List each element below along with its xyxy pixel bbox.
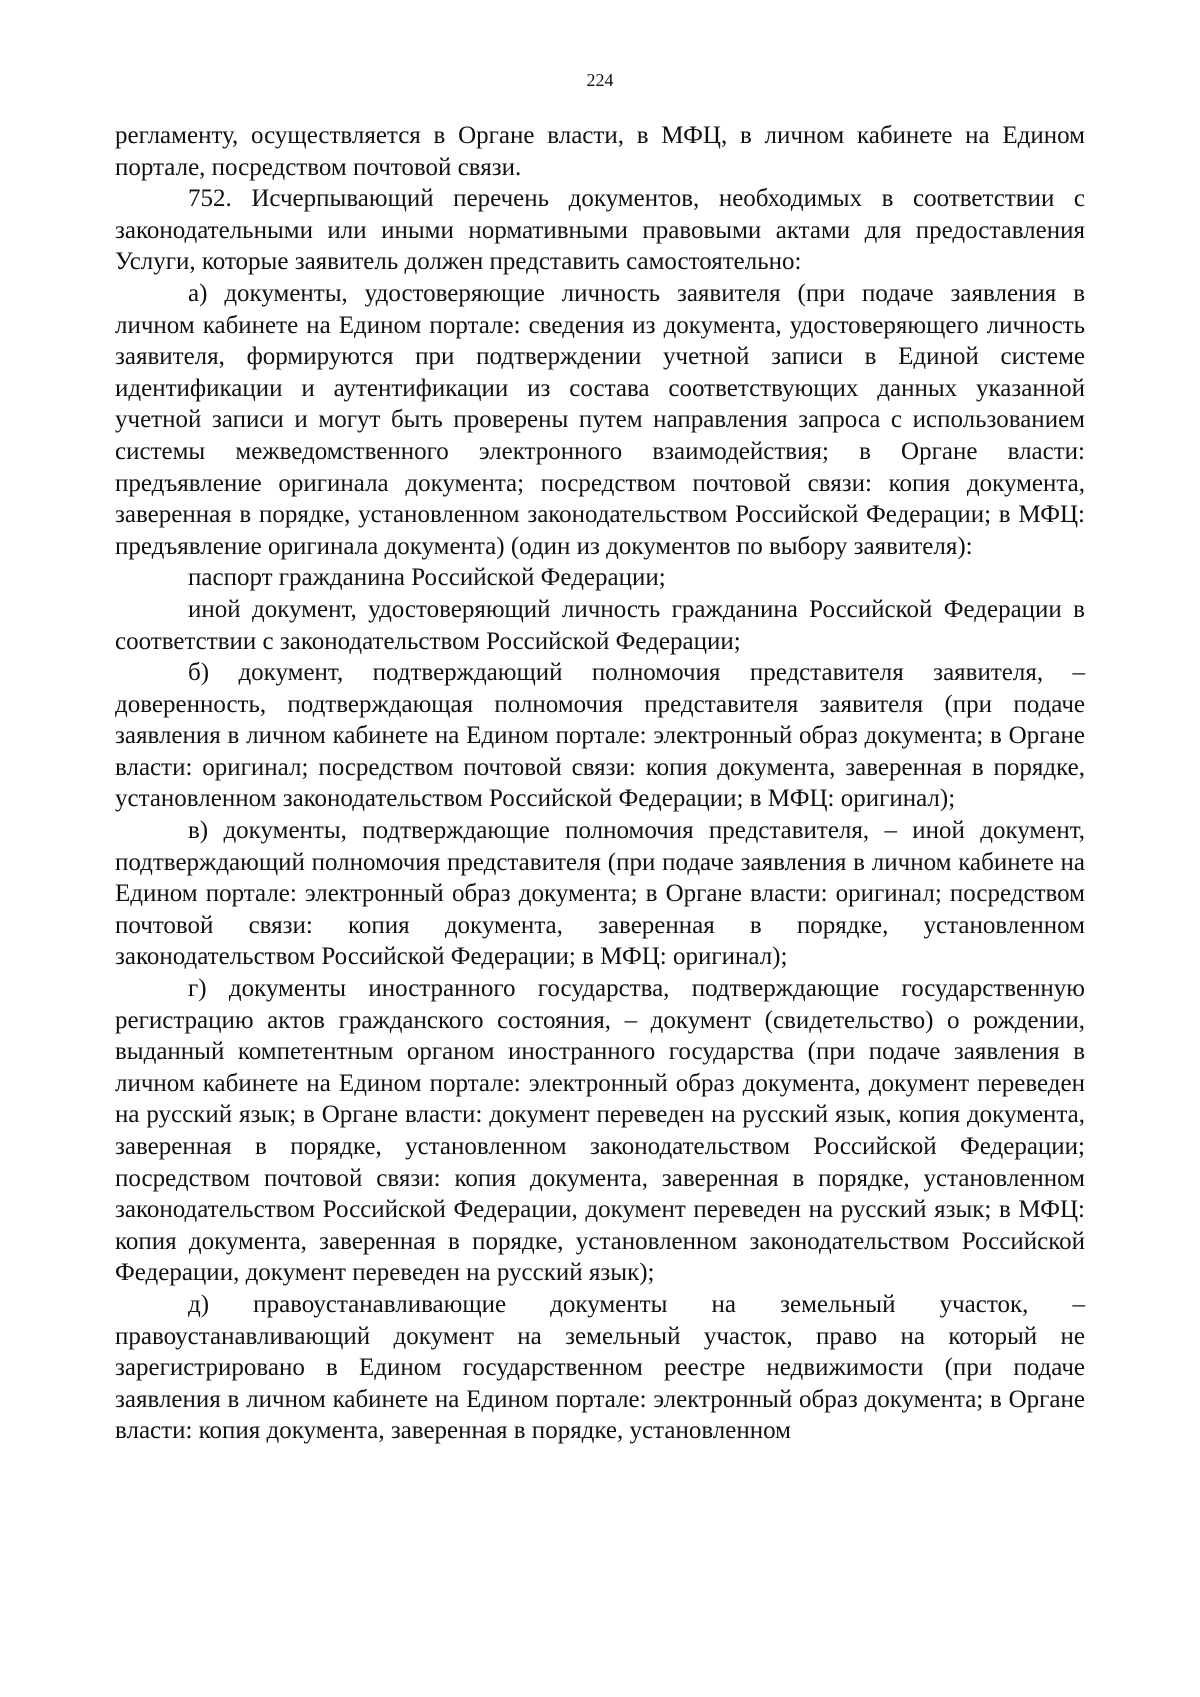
paragraph-item-v: в) документы, подтверждающие полномочия представителя, – иной документ, подтверждающий полномочия представителя (при подаче заявления в личном кабинете на Едином портале: электронный образ документа; в Органе власти: оригинал; посредством почтовой связи: копия документа, заверенная в порядке, установленном законодательством Российской Федерации; в МФЦ: оригинал); (115, 817, 1085, 971)
paragraph-item-d: д) правоустанавливающие документы на земельный участок, – правоустанавливающий документ на земельный участок, право на который не зарегистрировано в Едином государственном реестре недвижимости (при подаче заявления в личном кабинете на Едином портале: электронный образ документа; в Органе власти: копия документа, заверенная в порядке, установленном (115, 1290, 1085, 1445)
paragraph-continuation: регламенту, осуществляется в Органе власти, в МФЦ, в личном кабинете на Едином портале, посредством почтовой связи. (115, 122, 1085, 181)
paragraph-item-g: г) документы иностранного государства, подтверждающие государственную регистрацию актов гражданского состояния, – документ (свидетельство) о рождении, выданный компетентным органом иностранного государства (при подаче заявления в личном кабинете на Едином портале: электронный образ документа, документ переведен на русский язык; в Органе власти: документ переведен на русский язык, копия документа, заверенная в порядке, установленном законодательством Российской Федерации; посредством почтовой связи: копия документа, заверенная в порядке, установленном законодательством Российской Федерации, документ переведен на русский язык; в МФЦ: копия документа, заверенная в порядке, установленном законодательством Российской Федерации, документ переведен на русский язык); (115, 975, 1085, 1287)
paragraph-passport: паспорт гражданина Российской Федерации; (188, 564, 666, 592)
document-body (115, 120, 1085, 1447)
paragraph-item-a: а) документы, удостоверяющие личность заявителя (при подаче заявления в личном кабинете на Едином портале: сведения из документа, удостоверяющего личность заявителя, формируются при подтверждении учетной записи в Единой системе идентификации и аутентификации из состава соответствующих данных указанной учетной записи и могут быть проверены путем направления запроса с использованием системы межведомственного электронного взаимодействия; в Органе власти: предъявление оригинала документа; посредством почтовой связи: копия документа, заверенная в порядке, установленном законодательством Российской Федерации; в МФЦ: предъявление оригинала документа) (один из документов по выбору заявителя): (115, 279, 1085, 560)
page-number: 224 (586, 70, 614, 90)
paragraph-item-b: б) документ, подтверждающий полномочия представителя заявителя, – доверенность, подтверждающая полномочия представителя заявителя (при подаче заявления в личном кабинете на Едином портале: электронный образ документа; в Органе власти: оригинал; посредством почтовой связи: копия документа, заверенная в порядке, установленном законодательством Российской Федерации; в МФЦ: оригинал); (115, 659, 1085, 813)
paragraph-other-id-document: иной документ, удостоверяющий личность гражданина Российской Федерации в соответствии с законодательством Российской Федерации; (115, 595, 1085, 655)
paragraph-752: 752. Исчерпывающий перечень документов, необходимых в соответствии с законодательными или иными нормативными правовыми актами для предоставления Услуги, которые заявитель должен представить самостоятельно: (115, 185, 1085, 276)
